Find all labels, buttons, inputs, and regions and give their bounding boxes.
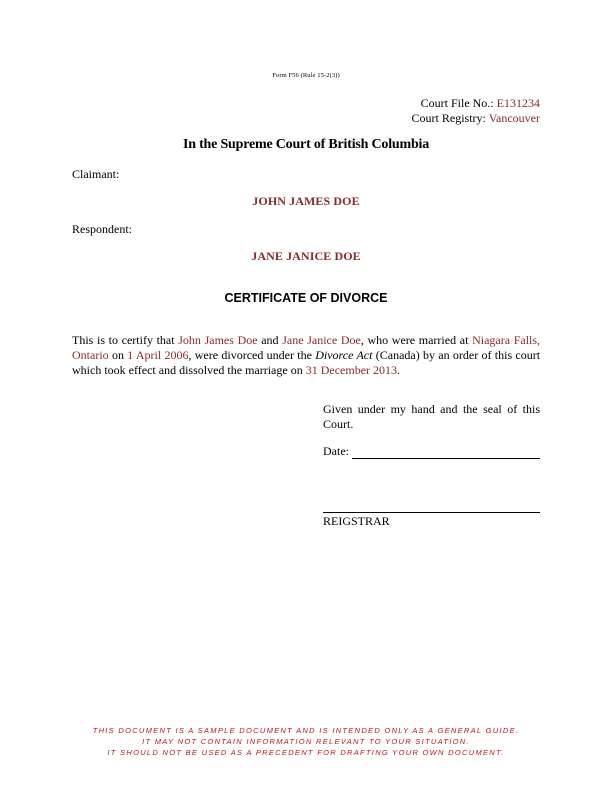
body-act-name: Divorce Act <box>315 348 373 362</box>
disclaimer-line-2: IT MAY NOT CONTAIN INFORMATION RELEVANT TO YOUR SITUATION. <box>142 737 470 746</box>
court-file-number: E131234 <box>496 96 540 110</box>
claimant-label: Claimant: <box>72 167 120 181</box>
court-file-number-row <box>412 96 540 111</box>
respondent-label: Respondent: <box>72 222 132 236</box>
date-field[interactable] <box>352 446 540 459</box>
court-registry-label: Court Registry: <box>411 110 486 125</box>
body-text-7: . <box>397 363 401 377</box>
form-reference: Form F56 (Rule 15-2(3)) <box>272 72 340 79</box>
court-registry-row <box>412 111 540 126</box>
body-text-6: (Canada) by an order of this court which took effect and dissolved the marriage on <box>72 348 541 377</box>
body-text-1: This is to certify that <box>72 333 175 347</box>
court-file-label: Court File No.: <box>420 96 494 110</box>
body-text-2: and <box>261 333 279 347</box>
claimant-name: JOHN JAMES DOE <box>252 194 360 208</box>
body-text-4: on <box>111 348 124 362</box>
given-under-hand-text: Given under my hand and the seal of this Court. <box>323 402 540 431</box>
court-title: In the Supreme Court of British Columbia <box>182 137 430 152</box>
disclaimer-line-1: THIS DOCUMENT IS A SAMPLE DOCUMENT AND IS INTENDED ONLY AS A GENERAL GUIDE. <box>92 726 520 735</box>
body-text-5: , were divorced under the <box>188 348 312 362</box>
certificate-title: CERTIFICATE OF DIVORCE <box>224 291 388 305</box>
body-claimant-name: John James Doe <box>178 333 258 347</box>
body-effective-date: 31 December 2013 <box>305 363 398 377</box>
registrar-label: REIGSTRAR <box>323 514 390 528</box>
disclaimer-line-3: IT SHOULD NOT BE USED AS A PRECEDENT FOR DRAFTING YOUR OWN DOCUMENT. <box>107 748 505 757</box>
certificate-body <box>72 333 540 378</box>
signature-line[interactable] <box>323 512 540 513</box>
date-label: Date: <box>323 444 349 458</box>
respondent-name: JANE JANICE DOE <box>251 249 361 263</box>
body-marriage-place: Niagara Falls, Ontario <box>72 333 541 362</box>
court-file-info <box>412 96 540 125</box>
body-respondent-name: Jane Janice Doe <box>282 333 361 347</box>
sample-disclaimer <box>0 725 612 758</box>
court-registry-value: Vancouver <box>488 110 540 125</box>
date-row <box>323 444 540 459</box>
body-marriage-date: 1 April 2006 <box>127 348 189 362</box>
body-text-3: , who were married at <box>360 333 469 347</box>
